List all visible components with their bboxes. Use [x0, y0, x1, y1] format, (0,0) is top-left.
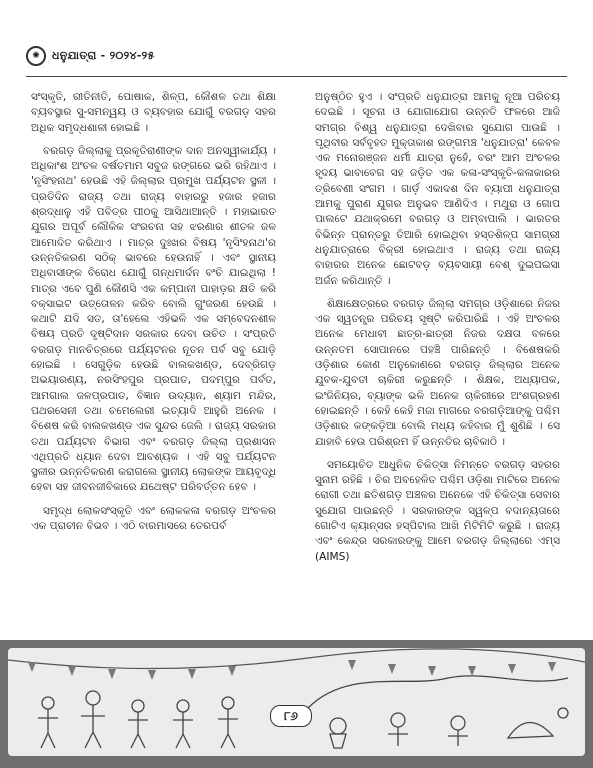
- page-header: [26, 44, 566, 68]
- right-paragraph-3: ସମୟୋଚିତ ଆଧୁନିକ ଚିକିତ୍ସା ନିମନ୍ତେ ବରଗଡ଼ ସହରର ସୁନାମ ରହିଛି । ଚିର ଅବହେଳିତ ପଶ୍ଚିମ ଓଡ଼ିଶା ମାଟିରେ ଅନେକ ରୋଗୀ ତଥା ଛତିଶଗଡ଼ ଅଞ୍ଚଳର ଅନେକେ ଏହି ଚିକିତ୍ସା ସେବାର ସୁଯୋଗ ପାଉଛନ୍ତି । ସରକାରଙ୍କ ସ୍ୱଳ୍ପ ବଦାନ୍ୟତାରେ ଗୋଟିଏ କ୍ୟାନ୍ସର ହସ୍ପିଟାଲ ଆଖି ମିଟିମିଟି କରୁଛି । ରାଜ୍ୟ ଏବଂ କେନ୍ଦ୍ର ସରକାରଙ୍କୁ ଆମେ ବରଗଡ଼ ଜିଲ୍ଲାରେ ଏମ୍ସ (AIMS): [315, 458, 560, 563]
- left-column: [31, 90, 276, 542]
- folk-art-illustration: [8, 648, 585, 756]
- left-paragraph-1: ସଂସ୍କୃତି, ରୀତିନୀତି, ପୋଷାକ, ଶିଳ୍ପ, କୌଶଳ ତଥା ଶିକ୍ଷା ବ୍ୟବସ୍ଥାର ସୁ-ସମନ୍ୱୟ ଓ ବ୍ୟବହାର ଯୋଗୁଁ ବରଗଡ଼ ସହର ଅଧିକ ସମୃଦ୍ଧଶାଳୀ ହୋଇଛି ।: [31, 91, 276, 134]
- left-paragraph-3: ସମୃଦ୍ଧ ଲୋକସଂସ୍କୃତି ଏବଂ ଲୋକକଳା ବରଗଡ଼ ଅଂଚଳର ଏକ ପ୍ରାଚୀନ ବିଭବ । ଏଠି ବାରମାସରେ ତେରପର୍ବ: [31, 504, 276, 533]
- header-title: ଧନୁଯାତ୍ରା - ୨୦୨୪-୨୫: [52, 49, 155, 62]
- left-paragraph-2: ବରଗଡ଼ ଜିଲ୍ଲାକୁ ପ୍ରକୃତିରାଣୀଙ୍କ ଦାନ ଅନସ୍ୱୀକାର୍ଯ୍ୟ । ଅଧିକାଂଶ ଅଂଚଳ ବର୍ଷତମାମ ସବୁଜ ରଙ୍ଗରେ ଭରି ରହିଥାଏ । 'ନୃସିଂହନାଥ' ହେଉଛି ଏହି ଜିଲ୍ଲାର ପ୍ରମୁଖ ପର୍ଯ୍ୟଟନ ସ୍ଥଳୀ । ପ୍ରତିଦିନ ରାଜ୍ୟ ତଥା ରାଜ୍ୟ ବାହାରରୁ ହଜାର ହଜାର ଶ୍ରଦ୍ଧାଳୁ ଏହି ପବିତ୍ର ପୀଠକୁ ଆସିଥାଆନ୍ତି । ମହାଭାରତ ଯୁଗର ଅପୂର୍ବ ଲୌକିକ ସଂରଚନା ସହ ଝରଣାର ଶୀତଳ ଜଳ ଆମୋଦିତ କରିଥାଏ । ମାତ୍ର ଦୁଃଖର ବିଷୟ 'ନୃସିଂହନାଥ'ର ଉନ୍ନତିକରଣ ସଠିକ୍ ଭାବରେ ହେଉନାହିଁ । ଏବଂ ସ୍ଥାନୀୟ ଅଧିବାସୀଙ୍କ ବିରୋଧ ଯୋଗୁଁ ଗନ୍ଧମାର୍ଦନ ବଂଚି ଯାଇଥିଲା ! ମାତ୍ର ଏବେ ପୁଣି କୌଣସି ଏକ କମ୍ପାନୀ ପାହାଡ଼ର କ୍ଷତି କରି ବକ୍ସାଇଟ ଉତ୍ତୋଳନ କରିବ ବୋଲି ଗୁଂଜରଣ ହେଉଛି । କଥାଟି ଯଦି ସତ, ତା'ହେଲେ ଏହିଭଳି ଏକ ସମ୍ବେଦନଶୀଳ ବିଷୟ ପ୍ରତି ଦୃଷ୍ଟିଦାନ ସରକାର ଦେବା ଉଚିତ । ସଂପ୍ରତି ବରଗଡ଼ ମାନଚିତ୍ରରେ ପର୍ଯ୍ୟଟନର ନୂତନ ପର୍ବ ସବୁ ଯୋଡ଼ି ହୋଇଛି । ସେଗୁଡ଼ିକ ହେଉଛି ବାଲକଖଣ୍ଡ, ଦେବ୍ରିଗଡ଼ ଅଭୟାରଣ୍ୟ, ନରସିଂହପୁର ପ୍ରପାତ, ପଦମ୍ପୁର ପର୍ବତ, ଆମଗାଲ ଜଳପ୍ରପାତ, ବିଜ୍ଞାନ ଉଦ୍ୟାନ, ଶ୍ୟାମ ମନ୍ଦିର, ପଥରସେନୀ ତଥା ଚମେଲେରୀ ଇତ୍ୟାଦି ଆହୁରି ଅନେକ । ବିଶେଷ କରି ବାଲକଖଣ୍ଡ ଏକ ସୁନ୍ଦର ଜେଲି । ରାଜ୍ୟ ସରକାର ତଥା ପର୍ଯ୍ୟଟନ ବିଭାଗ ଏବଂ ବରଗଡ଼ ଜିଲ୍ଲା ପ୍ରଶାସନ ଏଥିପ୍ରତି ଧ୍ୟାନ ଦେବା ଆବଶ୍ୟକ । ଏହି ସବୁ ପର୍ଯ୍ୟଟନ ସ୍ଥଳୀର ଉନ୍ନତିକରଣ କରାଗଲେ ସ୍ଥାନୀୟ ଲୋକଙ୍କ ଆୟବୃଦ୍ଧି ହେବା ସହ ଜୀବନଜୀବିକାରେ ଯଥେଷ୍ଟ ପରିବର୍ତ୍ତନ ହେବ ।: [31, 144, 276, 494]
- page-number: ୮୬: [270, 705, 312, 727]
- right-paragraph-2: ଶିକ୍ଷାକ୍ଷେତ୍ରରେ ବରଗଡ଼ ଜିଲ୍ଲା ସମଗ୍ର ଓଡ଼ିଶାରେ ନିଜର ଏକ ସ୍ୱତନ୍ତ୍ର ପରିଚୟ ସୃଷ୍ଟି କରିପାରିଛି । ଏହି ଅଂଚଳର ଅନେକ ମେଧାବୀ ଛାତ୍ର-ଛାତ୍ରୀ ନିଜର ଦକ୍ଷତା ବଳରେ ଉନ୍ନତମ ସୋପାନରେ ପହଞ୍ଚି ପାରିଛନ୍ତି । ବିଶେଷକରି ଓଡ଼ିଶାର କୋଣ ଅନୁକୋଣରେ ବରଗଡ଼ ଜିଲ୍ଲାର ଅନେକ ଯୁବକ-ଯୁବତୀ ଚାକିରୀ କରୁଛନ୍ତି । ଶିକ୍ଷକ, ଅଧ୍ୟାପକ, ଇଂଜିନିୟର, ବ୍ୟାଙ୍କ ଭଳି ଅନେକ ଚାକିରୀରେ ଅଂଶଗ୍ରହଣ ହୋଇଛନ୍ତି । କେହି କେହି ମଜା ମାଗରେ ବରଗଡ଼ିଆଙ୍କୁ ପଶ୍ଚିମ ଓଡ଼ିଶାର କଙ୍କଡ଼ିଆ ବୋଲି ମଧ୍ୟ କହିବାର ମୁଁ ଶୁଣିଛି । ସେ ଯାହାବି ହେଉ ପରିଶ୍ରମ ହିଁ ଉନ୍ନତିର ଚାବିକାଠି ।: [315, 297, 560, 448]
- right-paragraph-1: ଅନୁଷ୍ଠିତ ହୁଏ । ସଂପ୍ରତି ଧନୁଯାତ୍ରା ଆମକୁ ନୂଆ ପରିଚୟ ଦେଇଛି । ସୂଚନା ଓ ଯୋଗାଯୋଗ ଉନ୍ନତି ଫଳରେ ଆଜି ସମଗ୍ର ବିଶ୍ୱ ଧନୁଯାତ୍ରା ଦେଖିବାର ସୁଯୋଗ ପାଉଛି । ପୃଥିବୀର ସର୍ବବୃହତ ମୁକ୍ତାକାଶ ରଙ୍ଗମଞ୍ଚ 'ଧନୁଯାତ୍ରା' କେବଳ ଏକ ମନୋରଞ୍ଜନ ଧର୍ମୀ ଯାତ୍ରା ନୁହେଁ, ବରଂ ଆମ ଅଂଚଳର ହୃଦୟ ଭାବାବେଗ ସହ ଜଡ଼ିତ ଏକ କଳା-ସଂସ୍କୃତି-କଳାକାରର ତ୍ରିବେଣୀ ସଂଗମ । ଗାର୍ଡ଼ ଏକାଦଶ ଦିନ ବ୍ୟାପୀ ଧନୁଯାତ୍ରା ଆମକୁ ପୁରାଣ ଯୁଗର ଅନୁଭବ ଆଣିଦିଏ । ମଥୁରା ଓ ଗୋପ ପାଲଟେ ଯଥାକ୍ରମେ ବରଗଡ଼ ଓ ଅମ୍ବାପାଲି । ଭାରତର ବିଭିନ୍ନ ପ୍ରାନ୍ତରୁ ତିଆରି ହୋଇଥିବା ହସ୍ତଶିଳ୍ପ ସାମଗ୍ରୀ ଧନୁଯାତ୍ରାରେ ବିକ୍ରୀ ହୋଇଥାଏ । ରାଜ୍ୟ ତଥା ରାଜ୍ୟ ବାହାରର ଅନେକ ଛୋଟବଡ଼ ବ୍ୟବସାୟୀ ବେଶ୍ ଦୁଇପଇସା ଅର୍ଜନ କରିଥାନ୍ତି ।: [315, 91, 560, 287]
- right-column: [315, 90, 560, 573]
- header-rule: [26, 76, 567, 77]
- emblem-icon: ✺: [26, 46, 46, 66]
